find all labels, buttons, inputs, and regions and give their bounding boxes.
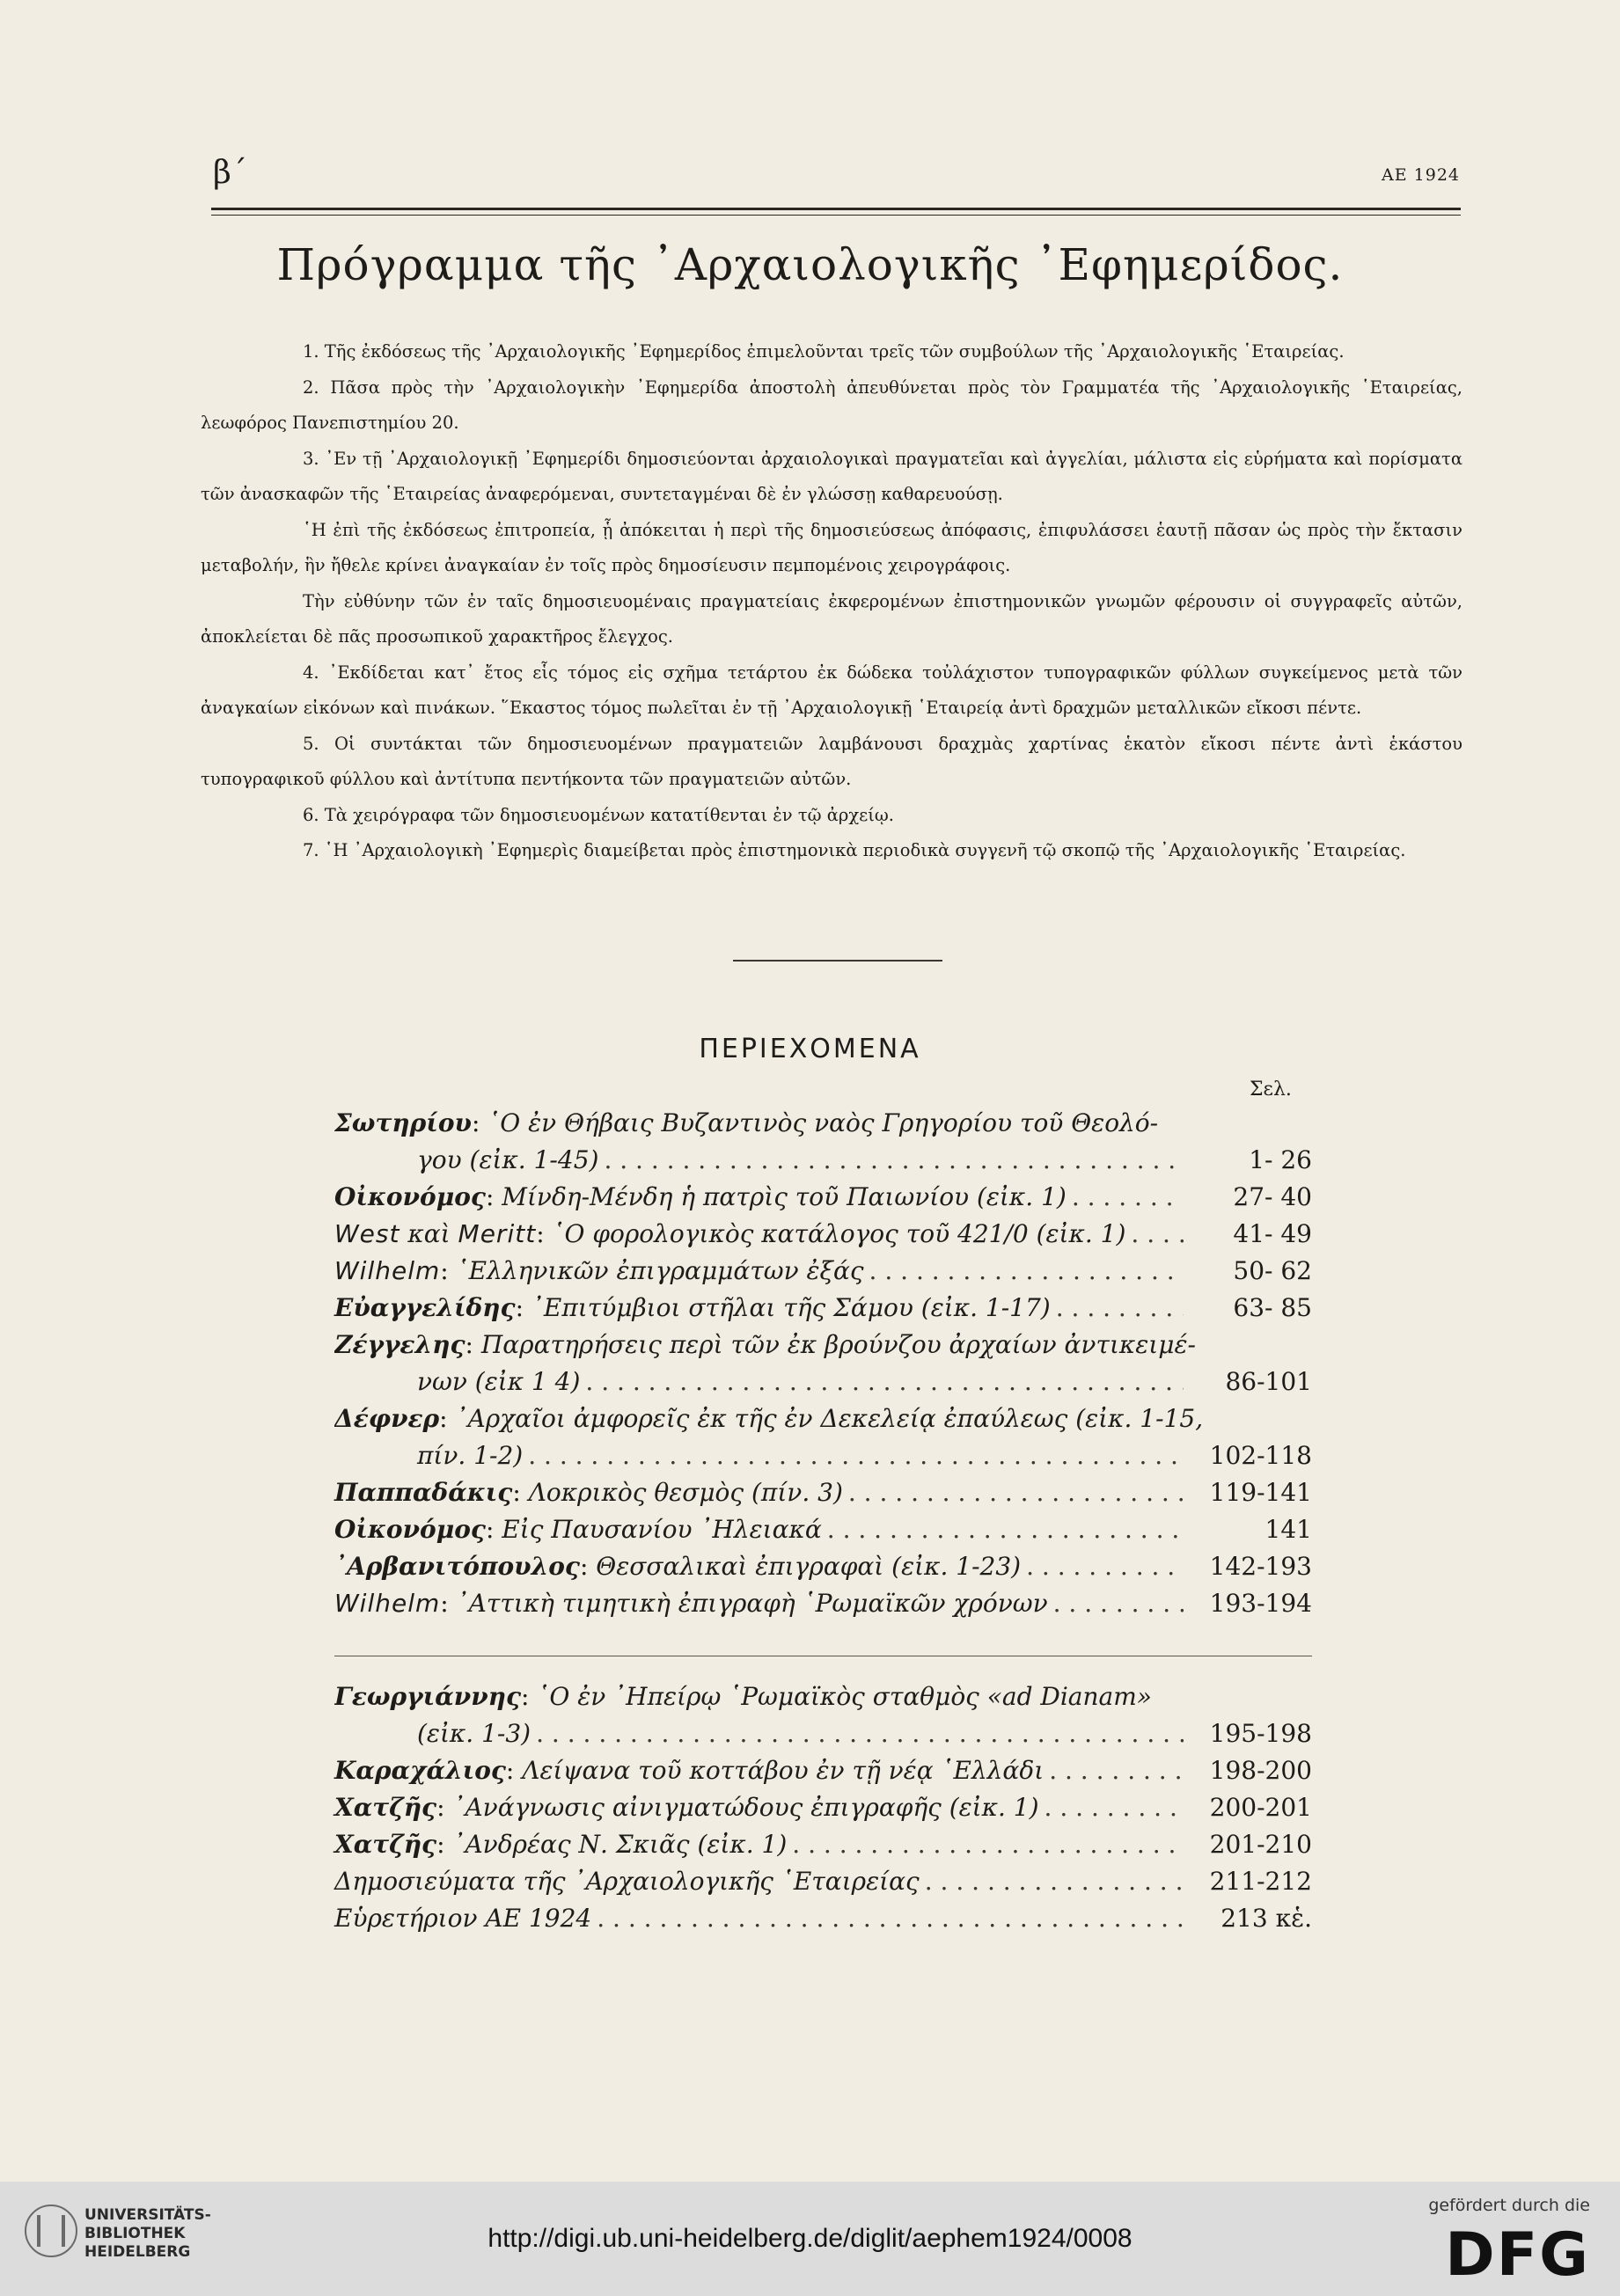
toc-entry: ᾿Αρβανιτόπουλος: Θεσσαλικαὶ ἐπιγραφαὶ (εἰκ. 1-23) . . . 142-193 (334, 1548, 1312, 1585)
toc-pages: 142-193 (1209, 1552, 1312, 1581)
toc-entry: Γεωργιάννης: ῾Ο ἐν ᾿Ηπείρῳ ῾Ρωμαϊκὸς σταθμὸς «ad Dianam» (εἰκ. 1-3) . . . 195-198 (334, 1678, 1312, 1752)
toc-author: Wilhelm (334, 1256, 441, 1285)
toc-title-cont: νων (εἰκ 1 4) (417, 1367, 581, 1396)
program-paragraph: 1. Τῆς ἐκδόσεως τῆς ᾿Αρχαιολογικῆς ᾿Εφημερίδος ἐπιμελοῦνται τρεῖς τῶν συμβούλων τῆς ᾿Αρχαιολογικῆς ῾Εταιρείας. (303, 341, 1345, 362)
toc-entry: Καραχάλιος: Λείψανα τοῦ κοττάβου ἐν τῇ νέᾳ ῾Ελλάδι . . . 198-200 (334, 1752, 1312, 1789)
toc-title: ῾Ο ἐν Θήβαις Βυζαντινὸς ναὸς Γρηγορίου τοῦ Θεολό- (487, 1108, 1159, 1137)
toc-author: Οἰκονόμος (334, 1515, 486, 1544)
toc-author: Δέφνερ (334, 1404, 440, 1433)
toc-author: Wilhelm (334, 1589, 441, 1618)
toc-author: Ζέγγελης (334, 1330, 465, 1359)
permalink-url[interactable]: http://digi.ub.uni-heidelberg.de/diglit/aephem1924/0008 (487, 2224, 1133, 2253)
toc-pages: 119-141 (1209, 1478, 1312, 1507)
header-rule (211, 208, 1461, 210)
leader-dots (1131, 1216, 1184, 1253)
page-column-label: Σελ. (1250, 1079, 1292, 1100)
leader-dots (848, 1474, 1184, 1511)
toc-title: Εὑρετήριον ΑΕ 1924 (334, 1904, 592, 1933)
table-of-contents (334, 1105, 1312, 1937)
toc-author: Καραχάλιος (334, 1756, 506, 1785)
leader-dots (1045, 1789, 1184, 1826)
page-number: β΄ (213, 155, 247, 191)
toc-entry: Εὐαγγελίδης: ᾿Επιτύμβιοι στῆλαι τῆς Σάμου (εἰκ. 1-17) . . . 63- 85 (334, 1290, 1312, 1327)
toc-title: ῾Ο φορολογικὸς κατάλογος τοῦ 421/0 (εἰκ. 1) (552, 1219, 1126, 1248)
toc-entry: Χατζῆς: ᾿Ανδρέας Ν. Σκιᾶς (εἰκ. 1) . . . 201-210 (334, 1826, 1312, 1863)
toc-pages: 102-118 (1209, 1441, 1312, 1470)
toc-pages: 213 κἑ. (1220, 1904, 1312, 1933)
leader-dots (597, 1900, 1184, 1937)
program-title: Πρόγραμμα τῆς ᾿Αρχαιολογικῆς ᾿Εφημερίδος. (276, 239, 1344, 290)
toc-title-cont: (εἰκ. 1-3) (417, 1719, 531, 1748)
leader-dots (604, 1142, 1184, 1179)
toc-author: Εὐαγγελίδης (334, 1293, 516, 1322)
toc-author: Meritt (458, 1219, 537, 1248)
program-paragraph: 5. Οἱ συντάκται τῶν δημοσιευομένων πραγματειῶν λαμβάνουσι δραχμὰς χαρτίνας ἑκατὸν εἴκοσι πέντε ἀντὶ ἑκάστου τυπογραφικοῦ φύλλου καὶ ἀντίτυπα πεντήκοντα τῶν πραγματειῶν αὐτῶν. (201, 733, 1462, 789)
toc-author: Οἰκονόμος (334, 1182, 486, 1211)
program-paragraph: 4. ᾿Εκδίδεται κατ᾿ ἔτος εἷς τόμος εἰς σχῆμα τετάρτου ἐκ δώδεκα τοὐλάχιστον τυπογραφικῶν φύλλων συγκείμενος μετὰ τῶν ἀναγκαίων εἰκόνων καὶ πινάκων. ῞Εκαστος τόμος πωλεῖται ἐν τῇ ᾿Αρχαιολογικῇ ῾Εταιρείᾳ ἀντὶ δραχμῶν μεταλλικῶν εἴκοσι πέντε. (201, 662, 1462, 718)
library-name: UNIVERSITÄTS- BIBLIOTHEK HEIDELBERG (84, 2206, 211, 2261)
toc-pages: 41- 49 (1233, 1219, 1312, 1248)
toc-entry: West καὶ Meritt: ῾Ο φορολογικὸς κατάλογος τοῦ 421/0 (εἰκ. 1) . . . 41- 49 (334, 1216, 1312, 1253)
toc-entry: Οἰκονόμος: Εἰς Παυσανίου ᾿Ηλειακά . . . 141 (334, 1511, 1312, 1548)
toc-entry: Παππαδάκις: Λοκρικὸς θεσμὸς (πίν. 3) . . . 119-141 (334, 1474, 1312, 1511)
toc-title: Παρατηρήσεις περὶ τῶν ἐκ βρούνζου ἀρχαίων ἀντικειμέ- (480, 1330, 1196, 1359)
toc-title: Εἰς Παυσανίου ᾿Ηλειακά (502, 1515, 822, 1544)
toc-pages: 200-201 (1209, 1793, 1312, 1822)
journal-mark: ΑΕ 1924 (1382, 165, 1460, 185)
toc-spacer (334, 1622, 1312, 1678)
leader-dots (536, 1715, 1184, 1752)
program-paragraph: Τὴν εὐθύνην τῶν ἐν ταῖς δημοσιευομέναις πραγματείαις ἐκφερομένων ἐπιστημονικῶν γνωμῶν φέρουσιν οἱ συγγραφεῖς αὐτῶν, ἀποκλείεται δὲ πᾶς προσωπικοῦ χαρακτῆρος ἔλεγχος. (201, 590, 1462, 647)
toc-title: ᾿Ανδρέας Ν. Σκιᾶς (εἰκ. 1) (452, 1830, 788, 1859)
toc-author: Σωτηρίου (334, 1108, 472, 1137)
toc-pages: 211-212 (1209, 1867, 1312, 1896)
toc-entry: Σωτηρίου: ῾Ο ἐν Θήβαις Βυζαντινὸς ναὸς Γρηγορίου τοῦ Θεολό- γου (εἰκ. 1-45) . . . 1- 26 (334, 1105, 1312, 1179)
program-paragraph: 3. ᾿Εν τῇ ᾿Αρχαιολογικῇ ᾿Εφημερίδι δημοσιεύονται ἀρχαιολογικαὶ πραγματεῖαι καὶ ἀγγελίαι, μάλιστα εἰς εὑρήματα καὶ πορίσματα τῶν ἀνασκαφῶν τῆς ῾Εταιρείας ἀναφερόμεναι, συντεταγμέναι δὲ ἐν γλώσσῃ καθαρευούσῃ. (201, 448, 1462, 504)
toc-author: Γεωργιάννης (334, 1682, 522, 1711)
toc-entry: Wilhelm: ῾Ελληνικῶν ἐπιγραμμάτων ἐξάς . . . 50- 62 (334, 1253, 1312, 1290)
program-paragraph: ῾Η ἐπὶ τῆς ἐκδόσεως ἐπιτροπεία, ᾗ ἀπόκειται ἡ περὶ τῆς δημοσιεύσεως ἀπόφασις, ἐπιφυλάσσει ἑαυτῇ πᾶσαν ὡς πρὸς τὴν ἔκτασιν μεταβολήν, ἣν ἤθελε κρίνει ἀναγκαίαν ἐν τοῖς πρὸς δημοσίευσιν πεμπομένοις χειρογράφοις. (201, 519, 1462, 575)
toc-title-cont: γου (εἰκ. 1-45) (417, 1145, 599, 1174)
toc-author-join: καὶ (407, 1219, 451, 1248)
viewer-footer (0, 2182, 1620, 2296)
funding-note: gefördert durch die (1428, 2196, 1590, 2215)
toc-pages: 86-101 (1225, 1367, 1312, 1396)
header-rule-thin (211, 215, 1461, 216)
leader-dots (925, 1863, 1184, 1900)
toc-pages: 201-210 (1209, 1830, 1312, 1859)
leader-dots (1049, 1752, 1184, 1789)
toc-author: ᾿Αρβανιτόπουλος (334, 1552, 580, 1581)
toc-pages: 198-200 (1209, 1756, 1312, 1785)
program-paragraph: 2. Πᾶσα πρὸς τὴν ᾿Αρχαιολογικὴν ᾿Εφημερίδα ἀποστολὴ ἀπευθύνεται πρὸς τὸν Γραμματέα τῆς ᾿Αρχαιολογικῆς ῾Εταιρείας, λεωφόρος Πανεπιστημίου 20. (201, 377, 1462, 433)
toc-pages: 1- 26 (1249, 1145, 1312, 1174)
toc-title: ῾Ελληνικῶν ἐπιγραμμάτων ἐξάς (456, 1256, 864, 1285)
leader-dots (1056, 1290, 1184, 1327)
toc-author: Παππαδάκις (334, 1478, 513, 1507)
leader-dots (827, 1511, 1184, 1548)
toc-pages: 195-198 (1209, 1719, 1312, 1748)
program-text (201, 334, 1462, 869)
leader-dots (1026, 1548, 1184, 1585)
toc-title: ᾿Επιτύμβιοι στῆλαι τῆς Σάμου (εἰκ. 1-17) (531, 1293, 1051, 1322)
program-paragraph: 6. Τὰ χειρόγραφα τῶν δημοσιευομένων κατατίθενται ἐν τῷ ἀρχείῳ. (303, 804, 895, 825)
toc-title: Λείψανα τοῦ κοττάβου ἐν τῇ νέᾳ ῾Ελλάδι (522, 1756, 1045, 1785)
toc-title: Λοκρικὸς θεσμὸς (πίν. 3) (528, 1478, 843, 1507)
leader-dots (1072, 1179, 1184, 1216)
leader-dots (585, 1364, 1184, 1400)
toc-entry: Ζέγγελης: Παρατηρήσεις περὶ τῶν ἐκ βρούνζου ἀρχαίων ἀντικειμέ- νων (εἰκ 1 4) . . . 86-101 (334, 1327, 1312, 1400)
program-paragraph: 7. ῾Η ᾿Αρχαιολογικὴ ᾿Εφημερὶς διαμείβεται πρὸς ἐπιστημονικὰ περιοδικὰ συγγενῆ τῷ σκοπῷ τῆς ᾿Αρχαιολογικῆς ῾Εταιρείας. (303, 840, 1406, 860)
leader-dots (869, 1253, 1184, 1290)
toc-title: ᾿Ανάγνωσις αἰνιγματώδους ἐπιγραφῆς (εἰκ. 1) (452, 1793, 1039, 1822)
toc-title: Μίνδη-Μένδη ἡ πατρὶς τοῦ Παιωνίου (εἰκ. 1) (502, 1182, 1067, 1211)
toc-pages: 141 (1264, 1515, 1312, 1544)
toc-pages: 193-194 (1209, 1589, 1312, 1618)
contents-heading: ΠΕΡΙΕΧΟΜΕΝΑ (699, 1034, 921, 1064)
toc-author: West (334, 1219, 400, 1248)
toc-entry: Οἰκονόμος: Μίνδη-Μένδη ἡ πατρὶς τοῦ Παιωνίου (εἰκ. 1) . . . 27- 40 (334, 1179, 1312, 1216)
toc-title: ῾Ο ἐν ᾿Ηπείρῳ ῾Ρωμαϊκὸς σταθμὸς «ad Dianam» (537, 1682, 1152, 1711)
toc-entry: Δέφνερ: ᾿Αρχαῖοι ἀμφορεῖς ἐκ τῆς ἐν Δεκελείᾳ ἐπαύλεως (εἰκ. 1-15, πίν. 1-2) . . . 102-118 (334, 1400, 1312, 1474)
toc-title: Δημοσιεύματα τῆς ᾿Αρχαιολογικῆς ῾Εταιρείας (334, 1867, 920, 1896)
leader-dots (792, 1826, 1184, 1863)
leader-dots (528, 1437, 1184, 1474)
toc-title-cont: πίν. 1-2) (417, 1441, 524, 1470)
toc-entry (334, 1863, 1312, 1900)
toc-author: Χατζῆς (334, 1793, 437, 1822)
leader-dots (1053, 1585, 1184, 1622)
toc-author: Χατζῆς (334, 1830, 437, 1859)
toc-title: ᾿Αρχαῖοι ἀμφορεῖς ἐκ τῆς ἐν Δεκελείᾳ ἐπαύλεως (εἰκ. 1-15, (455, 1404, 1204, 1433)
toc-pages: 50- 62 (1233, 1256, 1312, 1285)
toc-entry: Wilhelm: ᾿Αττικὴ τιμητικὴ ἐπιγραφὴ ῾Ρωμαϊκῶν χρόνων . . . 193-194 (334, 1585, 1312, 1622)
toc-pages: 27- 40 (1233, 1182, 1312, 1211)
toc-entry: Χατζῆς: ᾿Ανάγνωσις αἰνιγματώδους ἐπιγραφῆς (εἰκ. 1) . . . 200-201 (334, 1789, 1312, 1826)
toc-pages: 63- 85 (1233, 1293, 1312, 1322)
dfg-logo: DFG (1445, 2220, 1590, 2290)
section-separator (733, 960, 942, 962)
toc-title: Θεσσαλικαὶ ἐπιγραφαὶ (εἰκ. 1-23) (596, 1552, 1022, 1581)
toc-entry (334, 1900, 1312, 1937)
toc-title: ᾿Αττικὴ τιμητικὴ ἐπιγραφὴ ῾Ρωμαϊκῶν χρόνων (456, 1589, 1048, 1618)
